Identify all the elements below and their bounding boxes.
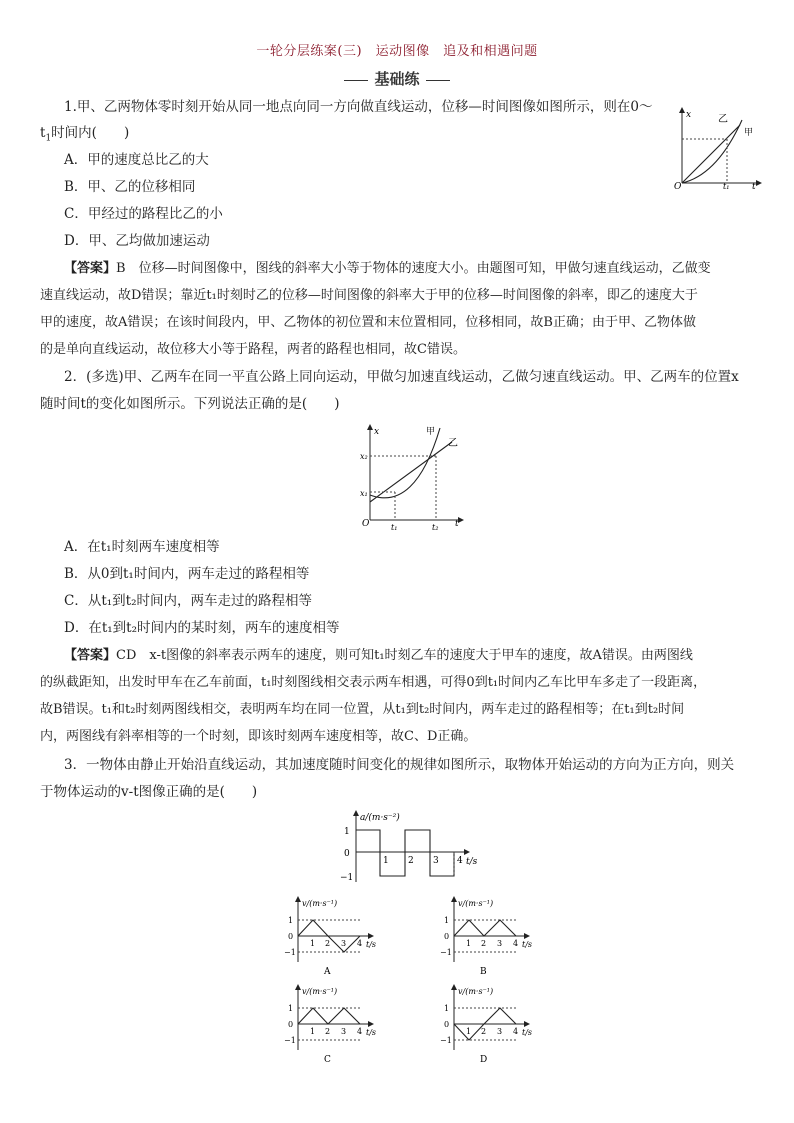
q2-option-c: C．从t₁到t₂时间内，两车走过的路程相等	[64, 593, 313, 609]
q2-graph-origin: O	[362, 519, 370, 529]
q3-at-xtick-4: 4	[457, 856, 463, 866]
page-title: 一轮分层练案(三) 运动图像 追及和相遇问题	[256, 44, 538, 59]
q3-stem-line1: 3．一物体由静止开始沿直线运动，其加速度随时间变化的规律如图所示，取物体开始运动的方向为正方向，则关	[64, 757, 735, 773]
q3-d-ytick-1: 1	[444, 1004, 450, 1013]
q3-c-xtick-3: 3	[341, 1027, 347, 1036]
q2-stem-line1: 2．(多选)甲、乙两车在同一平直公路上同向运动，甲做匀加速直线运动，乙做匀速直线运动。甲、乙两车的位置x	[64, 369, 739, 385]
q3-b-xtick-2: 2	[481, 939, 487, 948]
q1-graph-xlabel: x	[686, 110, 692, 120]
q3-at-ytick-0: 0	[344, 849, 350, 859]
q3-at-graph	[330, 810, 490, 886]
q1-answer-line3: 甲的速度，故A错误；在该时间段内，甲、乙物体的初位置和末位置相同，位移相同，故B正确；由于甲、乙物体做	[40, 315, 696, 330]
q3-a-xlabel: t/s	[366, 940, 377, 949]
q3-stem-line2: 于物体运动的v-t图像正确的是( )	[40, 784, 258, 800]
q2-option-b: B．从0到t₁时间内，两车走过的路程相等	[64, 566, 310, 582]
q1-graph-curve-yi: 乙	[718, 114, 728, 125]
q3-c-ytick-m1: −1	[284, 1036, 296, 1045]
q2-answer-line2: 的纵截距知，出发时甲车在乙车前面，t₁时刻图线相交表示两车相遇，可得0到t₁时间内乙车比甲车多走了一段距离，	[40, 675, 707, 690]
q1-stem-line1: 1.甲、乙两物体零时刻开始从同一地点向同一方向做直线运动，位移—时间图像如图所示，则在0～	[64, 99, 653, 115]
q3-d-ytick-m1: −1	[440, 1036, 452, 1045]
q3-choice-a-graph	[280, 896, 384, 978]
q3-b-xlabel: t/s	[522, 940, 533, 949]
q3-d-xtick-3: 3	[497, 1027, 503, 1036]
q3-a-ylabel: v/(m·s⁻¹)	[302, 899, 338, 908]
q3-a-xtick-3: 3	[341, 939, 347, 948]
q3-choice-b-label: B	[480, 967, 487, 977]
q1-xt-graph	[672, 105, 762, 190]
q1-option-b: B．甲、乙的位移相同	[64, 179, 196, 195]
q2-xt-graph	[360, 420, 470, 532]
q3-d-ylabel: v/(m·s⁻¹)	[458, 987, 494, 996]
q3-d-xlabel: t/s	[522, 1028, 533, 1037]
q1-answer-line1: 【答案】B 位移—时间图像中，图线的斜率大小等于物体的速度大小。由题图可知，甲做匀速直线运动，乙做变	[64, 261, 711, 276]
q2-graph-t1: t₁	[391, 523, 398, 532]
q3-d-xtick-2: 2	[481, 1027, 487, 1036]
q2-graph-curve-jia: 甲	[426, 427, 436, 437]
q3-d-ytick-0: 0	[444, 1020, 450, 1029]
q3-b-xtick-1: 1	[466, 939, 472, 948]
q3-c-xtick-1: 1	[310, 1027, 316, 1036]
q3-c-xtick-2: 2	[325, 1027, 331, 1036]
q3-c-ytick-1: 1	[288, 1004, 294, 1013]
q2-graph-curve-yi: 乙	[448, 438, 458, 449]
q3-choice-c-label: C	[324, 1055, 331, 1065]
q3-at-xtick-3: 3	[433, 856, 439, 866]
q1-graph-t1: t₁	[723, 182, 730, 190]
q3-b-ytick-0: 0	[444, 932, 450, 941]
q1-graph-tlabel: t	[752, 182, 756, 190]
q3-at-xtick-1: 1	[383, 856, 389, 866]
q3-b-ytick-1: 1	[444, 916, 450, 925]
q2-answer-line4: 内，两图线有斜率相等的一个时刻，即该时刻两车速度相等，故C、D正确。	[40, 729, 477, 744]
q3-d-xtick-4: 4	[513, 1027, 519, 1036]
q3-c-xlabel: t/s	[366, 1028, 377, 1037]
section-heading: 基础练	[0, 68, 794, 89]
q2-graph-t2: t₂	[432, 523, 439, 532]
q3-choice-b-graph	[436, 896, 540, 978]
q3-a-ytick-0: 0	[288, 932, 294, 941]
q2-answer-line1: 【答案】CD x-t图像的斜率表示两车的速度，则可知t₁时刻乙车的速度大于甲车的速度，故A错误。由两图线	[64, 648, 693, 663]
q3-choice-a-label: A	[324, 967, 331, 977]
q3-at-ytick-m1: −1	[340, 873, 354, 883]
q3-c-ytick-0: 0	[288, 1020, 294, 1029]
q1-stem-line2: $t_1$时间内( )	[40, 125, 130, 144]
q1-option-a: A．甲的速度总比乙的大	[64, 152, 209, 168]
q1-graph-curve-jia: 甲	[744, 128, 754, 138]
q2-graph-x1: x₁	[360, 489, 368, 498]
q1-answer-line4: 的是单向直线运动，故位移大小等于路程，两者的路程也相同，故C错误。	[40, 342, 466, 357]
q2-answer-line3: 故B错误。t₁和t₂时刻两图线相交，表明两车均在同一位置，从t₁到t₂时间内，两车走过的路程相等；在t₁到t₂时间	[40, 702, 685, 717]
q2-graph-xlabel: x	[374, 427, 380, 437]
q3-a-xtick-2: 2	[325, 939, 331, 948]
q3-a-xtick-4: 4	[357, 939, 363, 948]
q1-answer-line2: 速直线运动，故D错误；靠近t₁时刻时乙的位移—时间图像的斜率大于甲的位移—时间图像的斜率，即乙的速度大于	[40, 288, 698, 303]
q3-b-xtick-4: 4	[513, 939, 519, 948]
q3-a-ytick-m1: −1	[284, 948, 296, 957]
q1-option-c: C．甲经过的路程比乙的小	[64, 206, 223, 222]
q3-at-xlabel: t/s	[466, 857, 478, 867]
q2-option-d: D．在t₁到t₂时间内的某时刻，两车的速度相等	[64, 620, 340, 636]
q2-graph-x2: x₂	[360, 452, 368, 461]
q3-choice-d-graph	[436, 984, 540, 1066]
q3-b-xtick-3: 3	[497, 939, 503, 948]
q3-choice-d-label: D	[480, 1055, 488, 1065]
q3-a-ytick-1: 1	[288, 916, 294, 925]
q3-b-ylabel: v/(m·s⁻¹)	[458, 899, 494, 908]
q2-graph-tlabel: t	[455, 519, 459, 529]
q3-a-xtick-1: 1	[310, 939, 316, 948]
q2-stem-line2: 随时间t的变化如图所示。下列说法正确的是( )	[40, 396, 340, 412]
q1-graph-origin: O	[674, 182, 682, 190]
q3-c-xtick-4: 4	[357, 1027, 363, 1036]
q1-option-d: D．甲、乙均做加速运动	[64, 233, 210, 249]
q3-at-xtick-2: 2	[408, 856, 414, 866]
q3-b-ytick-m1: −1	[440, 948, 452, 957]
q3-choice-c-graph	[280, 984, 384, 1066]
q3-at-ylabel: a/(m·s⁻²)	[360, 813, 400, 823]
q3-at-ytick-1: 1	[344, 827, 350, 837]
q3-c-ylabel: v/(m·s⁻¹)	[302, 987, 338, 996]
q3-d-xtick-1: 1	[466, 1027, 472, 1036]
q2-option-a: A．在t₁时刻两车速度相等	[64, 539, 220, 555]
